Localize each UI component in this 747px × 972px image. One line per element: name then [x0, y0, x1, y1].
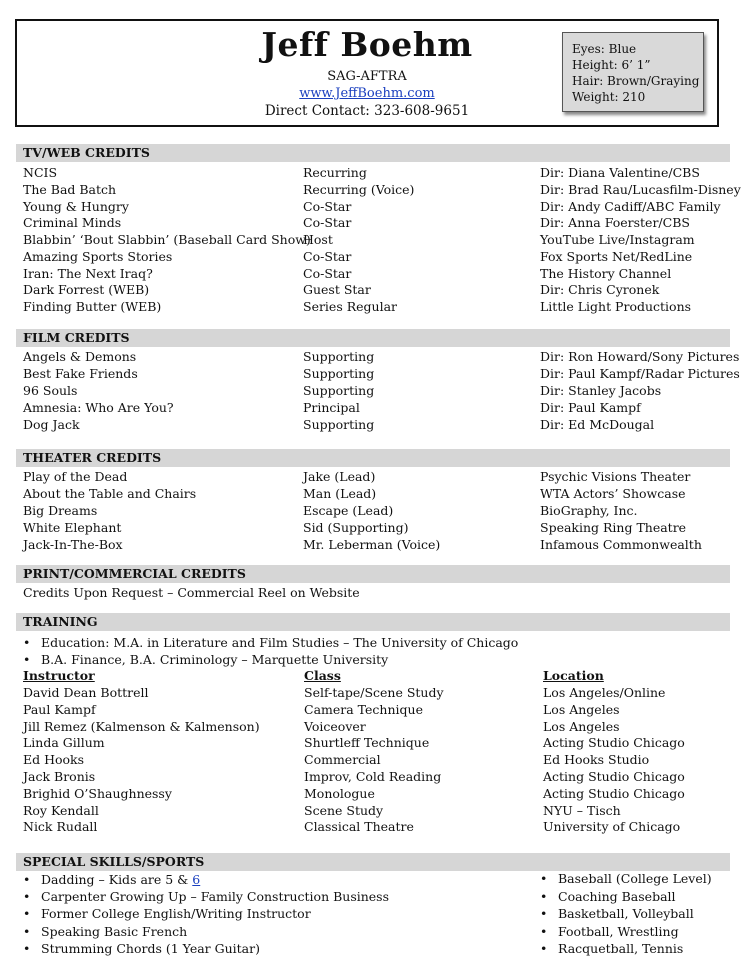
- credit-role: Supporting: [303, 382, 375, 398]
- credit-title: Brighid O’Shaughnessy: [23, 785, 172, 801]
- credit-title: Jack Bronis: [23, 769, 96, 784]
- credit-production: Infamous Commonwealth: [540, 536, 702, 552]
- credit-row: [0, 519, 747, 536]
- bullet: •: [23, 652, 31, 667]
- credit-row: [0, 802, 747, 819]
- credit-title: Jill Remez (Kalmenson & Kalmenson): [23, 718, 260, 734]
- credit-row: [0, 502, 747, 519]
- credit-production: Dir: Stanley Jacobs: [540, 382, 662, 398]
- credit-role: Co-Star: [303, 215, 352, 231]
- credit-title: Play of the Dead: [23, 469, 128, 484]
- section-header-theater: THEATER CREDITS: [16, 449, 730, 467]
- credit-role: Supporting: [303, 349, 375, 364]
- credit-title: Angels & Demons: [23, 349, 137, 364]
- credit-row: [0, 485, 747, 502]
- skill-label: Former College English/Writing Instructor: [41, 906, 311, 922]
- credit-role: Recurring: [303, 165, 367, 180]
- credit-row: [0, 701, 747, 718]
- sport-text: Racquetball, Tennis: [558, 941, 684, 957]
- credit-title: Nick Rudall: [23, 819, 98, 835]
- credit-role: Camera Technique: [304, 701, 423, 717]
- credit-row: [0, 768, 747, 785]
- sport-item: [0, 940, 747, 957]
- bullet: •: [540, 923, 548, 939]
- section-header-training: TRAINING: [16, 613, 730, 631]
- actor-name: Jeff Boehm: [261, 25, 473, 64]
- credit-row: [0, 718, 747, 735]
- sport-item: [0, 870, 747, 887]
- credit-title: The Bad Batch: [23, 181, 117, 197]
- credit-row: [0, 365, 747, 382]
- credit-row: [0, 734, 747, 751]
- physical-stats-box: [562, 32, 704, 112]
- credit-role: Scene Study: [304, 802, 384, 818]
- credit-production: Acting Studio Chicago: [543, 769, 685, 784]
- stat-hair: Hair: Brown/Graying: [572, 74, 700, 88]
- website-link[interactable]: www.JeffBoehm.com: [299, 86, 435, 101]
- sport-text: Coaching Baseball: [558, 888, 676, 904]
- credit-production: Dir: Ed McDougal: [540, 416, 655, 432]
- section-header-film: FILM CREDITS: [16, 329, 730, 347]
- credit-title: Best Fake Friends: [23, 365, 138, 381]
- skill-label: Speaking Basic French: [41, 923, 188, 939]
- credit-title: Blabbin’ ‘Bout Slabbin’ (Baseball Card Show): [23, 232, 311, 247]
- skill-label: Strumming Chords (1 Year Guitar): [41, 940, 260, 956]
- credit-row: [0, 231, 747, 248]
- credit-role: Jake (Lead): [303, 469, 376, 484]
- credit-production: BioGraphy, Inc.: [540, 502, 638, 518]
- credit-role: Monologue: [304, 785, 375, 801]
- header-class: Class: [304, 668, 341, 683]
- credit-title: Roy Kendall: [23, 802, 99, 818]
- sport-item: [0, 923, 747, 940]
- credit-title: Amnesia: Who Are You?: [23, 399, 174, 415]
- credit-title: Dog Jack: [23, 416, 80, 432]
- credit-row: [0, 198, 747, 215]
- section-header-print: PRINT/COMMERCIAL CREDITS: [16, 565, 730, 583]
- credit-row: [0, 248, 747, 265]
- credit-role: Shurtleff Technique: [304, 735, 430, 751]
- bullet: •: [23, 635, 31, 650]
- sport-text: Football, Wrestling: [558, 923, 679, 939]
- bullet: •: [540, 888, 548, 904]
- credit-production: NYU – Tisch: [543, 802, 621, 818]
- sport-text: Baseball (College Level): [558, 871, 712, 886]
- credit-production: Acting Studio Chicago: [543, 735, 685, 751]
- sport-item: [0, 905, 747, 922]
- credit-role: Sid (Supporting): [303, 519, 409, 535]
- credit-title: Finding Butter (WEB): [23, 299, 162, 314]
- bullet: •: [23, 906, 31, 922]
- credit-production: Dir: Paul Kampf: [540, 399, 641, 415]
- credit-role: Host: [303, 232, 333, 247]
- bullet: •: [540, 941, 548, 957]
- credit-row: [0, 468, 747, 485]
- bullet: •: [23, 889, 31, 905]
- credit-title: White Elephant: [23, 519, 122, 535]
- credit-title: Linda Gillum: [23, 735, 105, 751]
- credit-row: [0, 382, 747, 399]
- credit-row: [0, 684, 747, 701]
- credit-production: Psychic Visions Theater: [540, 469, 691, 484]
- credit-title: David Dean Bottrell: [23, 685, 149, 700]
- credit-row: [0, 164, 747, 181]
- credit-row: [0, 298, 747, 315]
- print-credits-text: Credits Upon Request – Commercial Reel on Website: [23, 585, 360, 600]
- credit-production: WTA Actors’ Showcase: [540, 485, 686, 501]
- kids-age-link[interactable]: 6: [192, 872, 201, 887]
- credit-title: Young & Hungry: [23, 198, 129, 214]
- credit-production: Dir: Andy Cadiff/ABC Family: [540, 198, 721, 214]
- credit-role: Commercial: [304, 752, 381, 768]
- credit-title: Ed Hooks: [23, 752, 85, 768]
- skill-label: Carpenter Growing Up – Family Construction Business: [41, 889, 390, 905]
- credit-role: Series Regular: [303, 299, 398, 314]
- credit-production: Speaking Ring Theatre: [540, 519, 687, 535]
- credit-row: [0, 281, 747, 298]
- union-affiliation: SAG-AFTRA: [327, 69, 407, 84]
- print-credits: [0, 584, 747, 601]
- header-instructor: Instructor: [23, 668, 95, 683]
- credit-production: Dir: Brad Rau/Lucasfilm-Disney: [540, 181, 741, 197]
- credit-row: [0, 416, 747, 433]
- credit-title: Amazing Sports Stories: [23, 248, 173, 264]
- credit-row: [0, 399, 747, 416]
- education-bullet: [0, 651, 747, 668]
- stat-eyes: Eyes: Blue: [572, 42, 637, 56]
- education-text: B.A. Finance, B.A. Criminology – Marquette University: [41, 652, 389, 667]
- credit-title: NCIS: [23, 165, 58, 180]
- credit-production: Dir: Chris Cyronek: [540, 282, 660, 298]
- credit-production: YouTube Live/Instagram: [540, 232, 695, 247]
- bullet: •: [23, 872, 31, 887]
- credit-row: [0, 181, 747, 198]
- bullet: •: [540, 906, 548, 922]
- bullet: •: [23, 923, 31, 939]
- header-location: Location: [543, 668, 604, 683]
- credit-row: [0, 348, 747, 365]
- credit-production: Ed Hooks Studio: [543, 752, 650, 768]
- section-header-skills: SPECIAL SKILLS/SPORTS: [16, 853, 730, 871]
- education-text: Education: M.A. in Literature and Film Studies – The University of Chicago: [41, 635, 519, 650]
- credit-role: Co-Star: [303, 248, 352, 264]
- sport-item: [0, 888, 747, 905]
- section-header-tv: TV/WEB CREDITS: [16, 144, 730, 162]
- header-box: [15, 19, 719, 127]
- credit-role: Co-Star: [303, 198, 352, 214]
- credit-title: Big Dreams: [23, 502, 98, 518]
- training-column-headers: [0, 667, 747, 684]
- credit-role: Escape (Lead): [303, 502, 394, 518]
- credit-title: Jack-In-The-Box: [23, 536, 123, 552]
- credit-row: [0, 785, 747, 802]
- credit-production: Los Angeles: [543, 718, 620, 734]
- credit-role: Voiceover: [304, 718, 366, 734]
- credit-row: [0, 536, 747, 553]
- credit-row: [0, 818, 747, 835]
- credit-production: Acting Studio Chicago: [543, 785, 685, 801]
- credit-row: [0, 751, 747, 768]
- credit-role: Guest Star: [303, 282, 371, 298]
- stat-height: Height: 6’ 1”: [572, 58, 651, 72]
- credit-role: Recurring (Voice): [303, 181, 415, 197]
- direct-contact: Direct Contact: 323-608-9651: [264, 103, 470, 119]
- credit-production: The History Channel: [540, 265, 672, 281]
- sport-text: Basketball, Volleyball: [558, 906, 694, 922]
- credit-row: [0, 265, 747, 282]
- credit-role: Mr. Leberman (Voice): [303, 536, 441, 552]
- credit-title: Criminal Minds: [23, 215, 122, 231]
- credit-title: 96 Souls: [23, 382, 78, 398]
- credit-role: Man (Lead): [303, 485, 377, 501]
- credit-production: Fox Sports Net/RedLine: [540, 248, 693, 264]
- bullet: •: [540, 871, 548, 886]
- credit-production: Dir: Paul Kampf/Radar Pictures: [540, 365, 740, 381]
- credit-production: Dir: Ron Howard/Sony Pictures: [540, 349, 740, 364]
- credit-title: Iran: The Next Iraq?: [23, 265, 153, 281]
- credit-role: Co-Star: [303, 265, 352, 281]
- credit-role: Principal: [303, 399, 360, 415]
- stat-weight: Weight: 210: [572, 90, 646, 104]
- skill-label: Dadding – Kids are 5 &: [41, 872, 193, 887]
- credit-title: About the Table and Chairs: [23, 485, 197, 501]
- credit-title: Dark Forrest (WEB): [23, 282, 150, 298]
- credit-role: Classical Theatre: [304, 819, 414, 835]
- bullet: •: [23, 940, 31, 956]
- credit-role: Supporting: [303, 416, 375, 432]
- credit-production: University of Chicago: [543, 819, 681, 835]
- credit-role: Self-tape/Scene Study: [304, 685, 444, 700]
- credit-role: Improv, Cold Reading: [304, 769, 442, 784]
- credit-production: Little Light Productions: [540, 299, 692, 314]
- credit-production: Dir: Anna Foerster/CBS: [540, 215, 690, 231]
- credit-row: [0, 214, 747, 231]
- credit-production: Los Angeles: [543, 701, 620, 717]
- credit-production: Dir: Diana Valentine/CBS: [540, 165, 700, 180]
- education-bullet: [0, 634, 747, 651]
- credit-title: Paul Kampf: [23, 701, 96, 717]
- credit-role: Supporting: [303, 365, 375, 381]
- credit-production: Los Angeles/Online: [543, 685, 666, 700]
